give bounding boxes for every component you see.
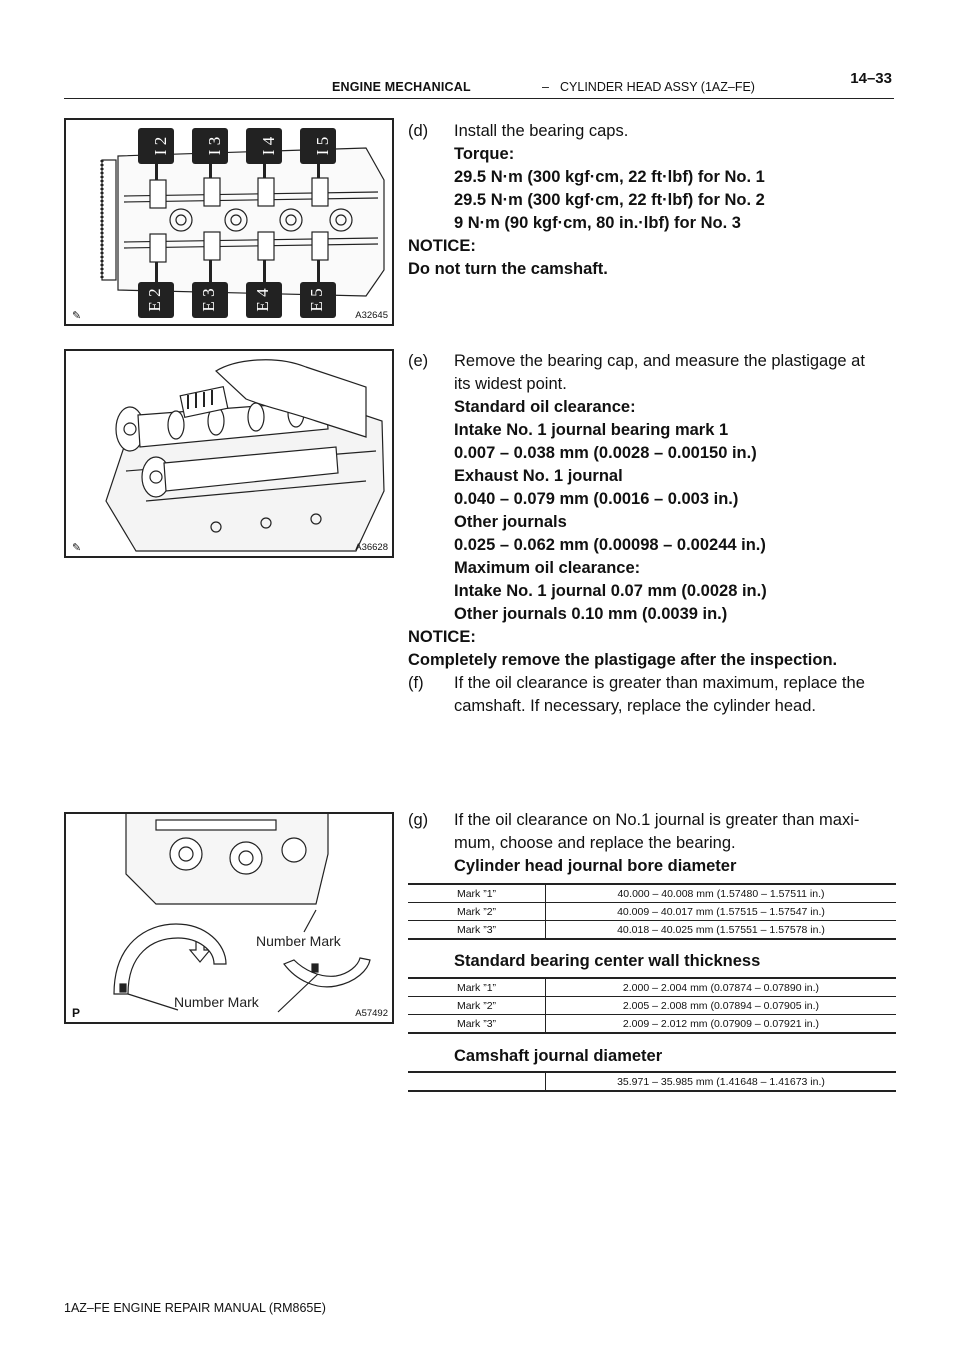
wall-thickness-table — [408, 977, 896, 1034]
notice-label: NOTICE: — [408, 628, 476, 646]
value-cell: 2.009 – 2.012 mm (0.07909 – 0.07921 in.) — [546, 1015, 897, 1034]
page-header — [64, 70, 894, 100]
header-rule — [64, 98, 894, 99]
header-separator: – — [542, 80, 549, 94]
spec-line: Intake No. 1 journal 0.07 mm (0.0028 in.) — [454, 582, 767, 600]
step-g-label: (g) — [408, 811, 429, 829]
cap-label-i4: I 4 — [258, 136, 278, 156]
step-d-text: Install the bearing caps. — [454, 122, 629, 140]
plastigage-illustration — [66, 351, 392, 556]
mark-cell — [408, 1072, 546, 1091]
table-row — [408, 997, 896, 1015]
spec-line: Other journals 0.10 mm (0.0039 in.) — [454, 605, 728, 623]
cap-label-e5: E 5 — [306, 288, 326, 312]
value-cell: 35.971 – 35.985 mm (1.41648 – 1.41673 in.) — [546, 1072, 897, 1091]
spec-line: 0.040 – 0.079 mm (0.0016 – 0.003 in.) — [454, 490, 739, 508]
mark-cell: Mark ”3” — [408, 921, 546, 940]
page-number: 14–33 — [850, 70, 892, 87]
cap-label-e4: E 4 — [252, 288, 272, 312]
journal-diameter-table — [408, 1071, 896, 1092]
value-cell: 40.009 – 40.017 mm (1.57515 – 1.57547 in.) — [546, 903, 897, 921]
table-row — [408, 1015, 896, 1034]
table-row — [408, 1072, 896, 1091]
figure-number-mark — [64, 812, 394, 1024]
bearing-caps-illustration — [66, 120, 392, 324]
figure-plastigage — [64, 349, 394, 558]
cap-label-i2: I 2 — [150, 136, 170, 156]
table-row — [408, 903, 896, 921]
step-f-line2: camshaft. If necessary, replace the cylinder head. — [454, 697, 816, 715]
figure-id: A32645 — [355, 310, 388, 321]
step-f-label: (f) — [408, 674, 424, 692]
step-e-line2: its widest point. — [454, 375, 567, 393]
notice-text: Do not turn the camshaft. — [408, 260, 608, 278]
callout-number-mark-lower: Number Mark — [174, 994, 259, 1010]
mark-cell: Mark ”3” — [408, 1015, 546, 1034]
step-g-line1: If the oil clearance on No.1 journal is greater than maxi- — [454, 811, 860, 829]
figure-bearing-caps — [64, 118, 394, 326]
table-row — [408, 978, 896, 997]
value-cell: 40.000 – 40.008 mm (1.57480 – 1.57511 in.) — [546, 884, 897, 903]
figure-id: A57492 — [355, 1008, 388, 1019]
value-cell: 2.005 – 2.008 mm (0.07894 – 0.07905 in.) — [546, 997, 897, 1015]
cap-label-i5: I 5 — [312, 136, 332, 156]
cap-label-i3: I 3 — [204, 136, 224, 156]
cap-label-e2: E 2 — [144, 288, 164, 312]
spec-line: Other journals — [454, 513, 567, 531]
step-d — [408, 120, 765, 281]
table3-title: Camshaft journal diameter — [454, 1047, 663, 1065]
spec-line: Exhaust No. 1 journal — [454, 467, 623, 485]
step-f — [408, 672, 865, 718]
step-e — [408, 350, 865, 672]
value-cell: 2.000 – 2.004 mm (0.07874 – 0.07890 in.) — [546, 978, 897, 997]
spec-line: Intake No. 1 journal bearing mark 1 — [454, 421, 729, 439]
corner-mark: P — [72, 1006, 81, 1020]
torque-label: Torque: — [454, 145, 515, 163]
table-row — [408, 884, 896, 903]
header-title: CYLINDER HEAD ASSY (1AZ–FE) — [560, 80, 755, 94]
torque-line: 9 N·m (90 kgf·cm, 80 in.·lbf) for No. 3 — [454, 214, 741, 232]
figure-id: A36628 — [355, 542, 388, 553]
step-d-label: (d) — [408, 122, 429, 140]
value-cell: 40.018 – 40.025 mm (1.57551 – 1.57578 in.) — [546, 921, 897, 940]
hand-symbol-icon: ✎ — [72, 310, 82, 322]
table1-title: Cylinder head journal bore diameter — [454, 857, 737, 875]
mark-cell: Mark ”1” — [408, 884, 546, 903]
callout-number-mark-upper: Number Mark — [256, 933, 341, 949]
step-f-line1: If the oil clearance is greater than maximum, replace the — [454, 674, 865, 692]
mark-cell: Mark ”2” — [408, 903, 546, 921]
notice-text: Completely remove the plastigage after the inspection. — [408, 651, 838, 669]
step-g — [408, 809, 859, 878]
number-mark-illustration — [66, 814, 392, 1022]
torque-line: 29.5 N·m (300 kgf·cm, 22 ft·lbf) for No. 1 — [454, 168, 765, 186]
notice-label: NOTICE: — [408, 237, 476, 255]
step-g-line2: mum, choose and replace the bearing. — [454, 834, 736, 852]
torque-line: 29.5 N·m (300 kgf·cm, 22 ft·lbf) for No. 2 — [454, 191, 765, 209]
spec-line: 0.025 – 0.062 mm (0.00098 – 0.00244 in.) — [454, 536, 766, 554]
table2-title: Standard bearing center wall thickness — [454, 952, 761, 970]
step-e-line1: Remove the bearing cap, and measure the plastigage at — [454, 352, 865, 370]
step-e-label: (e) — [408, 352, 429, 370]
table-row — [408, 921, 896, 940]
hand-symbol-icon: ✎ — [72, 542, 82, 554]
spec-line: Maximum oil clearance: — [454, 559, 641, 577]
page-footer: 1AZ–FE ENGINE REPAIR MANUAL (RM865E) — [64, 1301, 326, 1315]
spec-line: Standard oil clearance: — [454, 398, 636, 416]
spec-line: 0.007 – 0.038 mm (0.0028 – 0.00150 in.) — [454, 444, 757, 462]
mark-cell: Mark ”1” — [408, 978, 546, 997]
cap-label-e3: E 3 — [198, 288, 218, 312]
mark-cell: Mark ”2” — [408, 997, 546, 1015]
header-section: ENGINE MECHANICAL — [332, 80, 471, 94]
bore-diameter-table — [408, 883, 896, 940]
